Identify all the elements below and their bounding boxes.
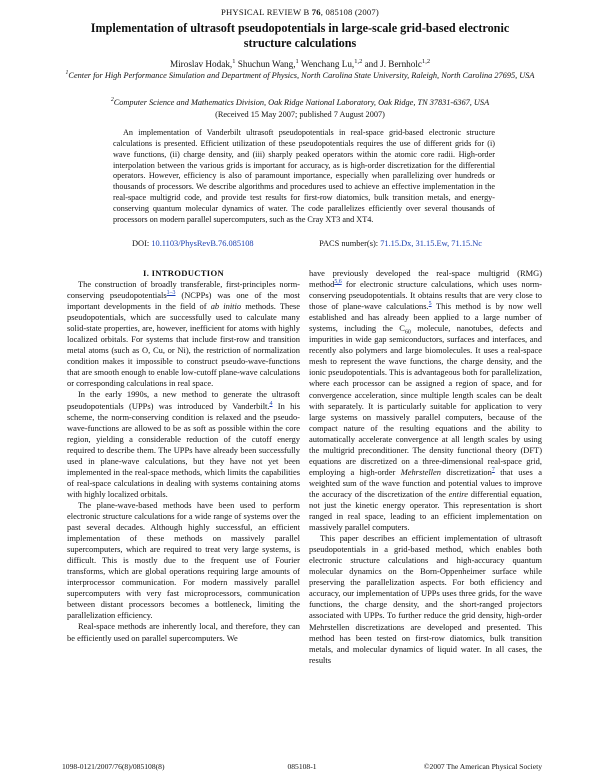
pacs-link[interactable]: 71.15.Dx, 31.15.Ew, 71.15.Nc xyxy=(380,239,482,248)
doi xyxy=(132,239,254,248)
author-name: Miroslav Hodak, xyxy=(169,59,233,69)
copyright: ©2007 The American Physical Society xyxy=(423,762,542,771)
abstract: An implementation of Vanderbilt ultrasoft pseudopotentials in real-space grid-based electronic structure calculations is presented. Efficient utilization of these pseudopotentials requires the use of different grids for (i) wave functions, (ii) charge density, and (iii) sharply peaked operators within the atomic core radii. High-order interpolation between the various grids is important for accuracy, as is high-order discretization for the differential operators. However, efficiency is also of paramount importance, especially when parallelizing over hundreds or thousands of processors. We describe algorithms and procedures used to achieve an effective implementation in the real-space multigrid code, and provide test results for first-row diatomics, bulk transition metals, and energy-conserving quantum molecular dynamics of water. The code parallelizes efficiently over several thousands of processors on modern parallel supercomputers, such as the Cray XT3 and XT4. xyxy=(113,128,495,224)
text-run: The construction of broadly transferable, first-principles norm-conserving pseudopotentials xyxy=(67,279,300,301)
text-run: This method is by now well established and has already been applied to a large number of systems, including the C xyxy=(309,301,542,334)
author-affil-mark: 1,2 xyxy=(354,57,363,65)
affiliation-1 xyxy=(40,71,560,81)
doi-link[interactable]: 10.1103/PhysRevB.76.085108 xyxy=(151,239,254,248)
pacs xyxy=(319,239,482,248)
page-number: 085108-1 xyxy=(287,762,317,771)
journal-header xyxy=(0,7,600,17)
text-run: have previously developed the real-space multigrid (RMG) method xyxy=(309,268,542,290)
paragraph xyxy=(67,279,300,389)
subscript: 60 xyxy=(404,329,411,336)
journal-name: PHYSICAL REVIEW B xyxy=(221,7,310,17)
paragraph: This paper describes an efficient implementation of ultrasoft pseudopotentials in a grid-based method, which enables both electronic structure calculations and high-accuracy quantum molecular dynamics on the Born-Oppenheimer surface while preserving the parallelization aspects. For both efficiency and accuracy, our implementation of UPPs uses three grids, for the wave functions, the charge density, and the short-ranged projectors associated with UPPs. To further reduce the grid density, high-order Mehrstellen discretizations are developed and presented. This method has been tested on first-row diatomics, bulk transition metals, and molecular dynamics of liquid water. In all cases, the results xyxy=(309,533,542,665)
text-run: that uses a weighted sum of the wave function and potential values to improve the accuracy of the discretization of the xyxy=(309,466,542,499)
citation-link[interactable]: 5 xyxy=(428,301,432,308)
affil-mark: 1 xyxy=(65,70,69,77)
author-affil-mark: 1,2 xyxy=(422,57,431,65)
italic-text: ab initio xyxy=(210,301,242,312)
affil-text: Center for High Performance Simulation and Department of Physics, North Carolina State University, Raleigh, North Carolina 27695, USA xyxy=(68,71,535,80)
paragraph xyxy=(67,389,300,499)
author-affil-mark: 1 xyxy=(232,57,236,65)
affil-text: Computer Science and Mathematics Division, Oak Ridge National Laboratory, Oak Ridge, TN 37831-6367, USA xyxy=(113,98,490,107)
right-column xyxy=(309,268,542,666)
text-run: In the early 1990s, a new method to generate the ultrasoft pseudopotentials (UPPs) was introduced by Vanderbilt. xyxy=(67,389,300,411)
text-run: methods. These pseudopotentials, which are successfully used to calculate many solid-state properties, are, however, inefficient for atoms with highly localized orbitals. For systems that include first-row and transition metal atoms (such as O, Cu, or Ni), the restriction of normalization condition makes it impossible to construct pseudo-wave-functions that are smooth enough to enable low-cutoff plane-wave calculations or corresponding calculations in real space. xyxy=(67,301,300,389)
author-name: and J. Bernholc xyxy=(362,59,422,69)
text-run: (NCPPs) was one of the most important developments in the field of xyxy=(67,290,300,312)
paragraph: Real-space methods are inherently local, and therefore, they can be efficiently used on parallel supercomputers. We xyxy=(67,621,300,643)
italic-text: Mehrstellen xyxy=(400,466,441,477)
paragraph: The plane-wave-based methods have been used to perform electronic structure calculations for a wide range of systems over the past several decades. Although highly successful, an efficient implementation of these methods on massively parallel supercomputers, which are required to treat very large systems, is difficult. This is mostly due to the frequent use of Fourier transforms, which are global operations requiring large amounts of interprocessor communication. For modern massively parallel supercomputers with very fast microprocessors, communication between distant processors becomes a bottleneck, limiting the parallelization efficiency. xyxy=(67,499,300,621)
text-run: discretization xyxy=(441,466,492,477)
text-run: In his scheme, the norm-conserving condition is relaxed and the pseudo-wave-functions are allowed to be as soft as possible within the core region, yielding a considerable reduction of the cutoff energy required to describe them. The UPPs have already been successfully used in plane-wave calculations, but they have not yet been implemented in the real-space methods, which limits the capabilities of real-space calculations in dealing with systems containing atoms with highly localized orbitals. xyxy=(67,400,300,499)
citation-link[interactable]: 1–3 xyxy=(166,290,176,297)
left-column xyxy=(67,279,300,644)
pacs-label: PACS number(s): xyxy=(319,239,381,248)
received-dates: (Received 15 May 2007; published 7 August 2007) xyxy=(215,110,385,119)
text-run: molecule, nanotubes, defects and impurities in wide gap semiconductors, surfaces and interfaces, and recently also polymers and large biomolecules. It uses a real-space mesh to represent the wave functions, the charge density, and the ionic pseudopotentials. This is advantageous both for parallelization, where each processor can be assigned a region of space, and for convergence acceleration, since multiple length scales can be dealt with separately. It is particularly suitable for application to very large systems on massively parallel computers, because of the compact nature of the resulting equations and the ability to automatically accelerate convergence at all length scales by using the multigrid preconditioner. The density functional theory (DFT) equations are discretized on a three-dimensional real-space grid, employing a high-order xyxy=(309,323,542,477)
affil-mark: 2 xyxy=(110,97,114,104)
author-list xyxy=(0,59,600,69)
citation-link[interactable]: 4 xyxy=(269,400,273,407)
author-name: Wenchang Lu, xyxy=(298,59,355,69)
text-run: differential equation, not just the kinetic energy operator. This representation is short ranged in real space, leading to an efficient implementation on massively parallel computers. xyxy=(309,488,542,533)
article-info: , 085108 (2007) xyxy=(320,7,379,17)
paragraph xyxy=(309,268,542,533)
affiliation-2 xyxy=(40,98,560,108)
text-run: for electronic structure calculations, which uses norm-conserving pseudopotentials. It obtains results that are very close to those of plane-wave calculations. xyxy=(309,279,542,312)
citation-link[interactable]: 5,6 xyxy=(334,279,342,286)
italic-text: entire xyxy=(448,488,469,499)
doi-label: DOI: xyxy=(132,239,152,248)
section-heading-introduction: I. INTRODUCTION xyxy=(143,268,224,278)
paper-title: Implementation of ultrasoft pseudopotentials in large-scale grid-based electronic structure calculations xyxy=(90,21,510,50)
author-affil-mark: 1 xyxy=(295,57,299,65)
footer-code: 1098-0121/2007/76(8)/085108(8) xyxy=(62,762,165,771)
citation-link[interactable]: 7 xyxy=(491,467,495,474)
author-name: Shuchun Wang, xyxy=(235,59,296,69)
journal-volume: 76 xyxy=(311,7,321,17)
